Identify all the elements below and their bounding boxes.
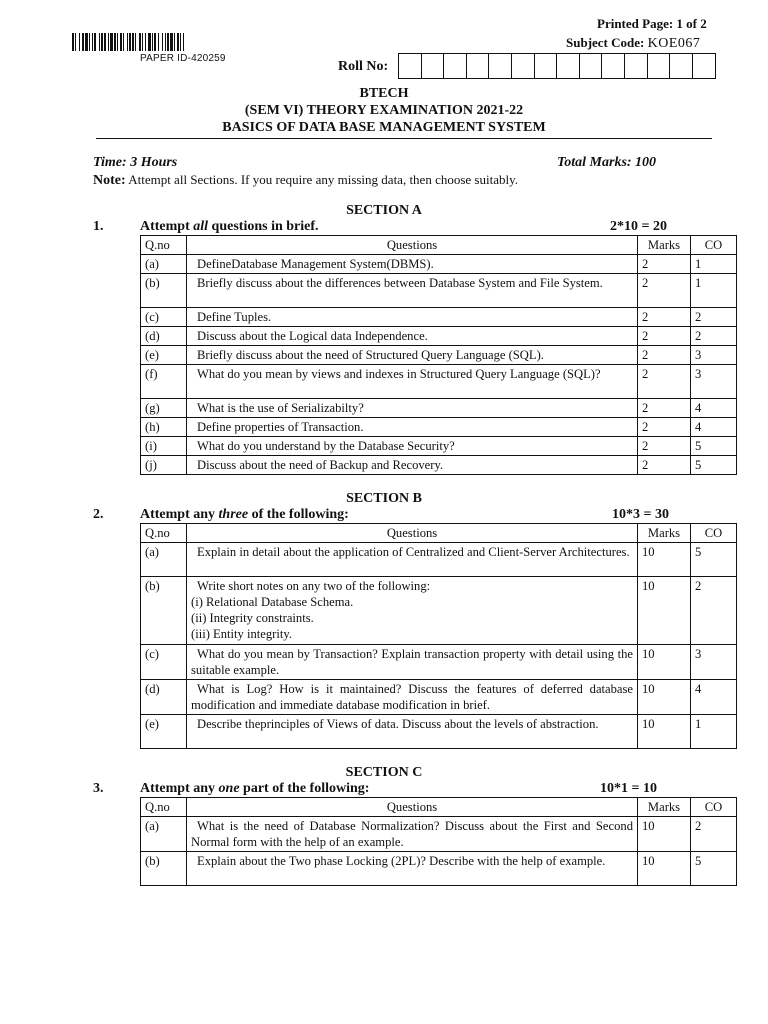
column-header-questions: Questions <box>187 798 638 817</box>
roll-no-box[interactable] <box>444 54 467 78</box>
table-row <box>141 852 737 886</box>
question-main-text: Define Tuples. <box>197 310 272 324</box>
table-row <box>141 645 737 680</box>
roll-no-box[interactable] <box>670 54 693 78</box>
table-row <box>141 327 737 346</box>
total-marks: Total Marks: 100 <box>557 155 657 170</box>
exam-time: Time: 3 Hours <box>93 155 178 170</box>
column-header-marks: Marks <box>638 236 691 255</box>
question-marks: 2 <box>638 365 691 399</box>
question-co: 2 <box>691 577 737 645</box>
roll-no-box[interactable] <box>625 54 648 78</box>
question-text <box>187 543 638 577</box>
question-text <box>187 274 638 308</box>
question-main-text: Define properties of Transaction. <box>197 420 364 434</box>
question-instruction <box>140 219 319 235</box>
question-main-text: Explain in detail about the application of Centralized and Client-Server Architectures. <box>197 545 630 559</box>
question-main-text: What is the need of Database Normalization? Discuss about the First and Second Normal form with the help of an example. <box>191 819 633 849</box>
instruction-emphasis: one <box>218 781 240 796</box>
section-heading: SECTION B <box>346 491 422 506</box>
roll-no-box[interactable] <box>422 54 445 78</box>
table-row <box>141 715 737 749</box>
question-main-text: What is Log? How is it maintained? Discuss the features of deferred database modification and immediate database modification in brief. <box>191 682 633 712</box>
question-main-text: Explain about the Two phase Locking (2PL)? Describe with the help of example. <box>197 854 606 868</box>
column-header-questions: Questions <box>187 236 638 255</box>
note-label: Note: <box>93 173 126 188</box>
section-marks: 2*10 = 20 <box>610 219 667 234</box>
question-marks: 2 <box>638 418 691 437</box>
subject-title: BASICS OF DATA BASE MANAGEMENT SYSTEM <box>222 120 546 135</box>
table-row <box>141 365 737 399</box>
instruction-text: questions in brief. <box>208 219 319 234</box>
question-text <box>187 399 638 418</box>
table-row <box>141 274 737 308</box>
question-text <box>187 715 638 749</box>
question-main-text: What is the use of Serializabilty? <box>197 401 364 415</box>
roll-no-box[interactable] <box>467 54 490 78</box>
question-id: (b) <box>141 274 187 308</box>
question-main-text: Briefly discuss about the need of Structured Query Language (SQL). <box>197 348 544 362</box>
printed-page-value: 1 of 2 <box>676 16 707 31</box>
questions-table <box>140 523 737 749</box>
question-marks: 2 <box>638 327 691 346</box>
question-co: 1 <box>691 715 737 749</box>
paper-id: PAPER ID-420259 <box>140 53 226 64</box>
question-id: (f) <box>141 365 187 399</box>
question-marks: 2 <box>638 456 691 475</box>
exam-note <box>93 172 518 189</box>
question-co: 2 <box>691 817 737 852</box>
roll-no-box[interactable] <box>535 54 558 78</box>
question-sub-item: (iii) Entity integrity. <box>191 627 292 641</box>
question-id: (a) <box>141 255 187 274</box>
question-marks: 10 <box>638 543 691 577</box>
roll-no-box[interactable] <box>489 54 512 78</box>
instruction-text: of the following: <box>248 507 349 522</box>
column-header-qno: Q.no <box>141 236 187 255</box>
question-co: 3 <box>691 645 737 680</box>
question-id: (c) <box>141 645 187 680</box>
question-id: (i) <box>141 437 187 456</box>
note-text: Attempt all Sections. If you require any missing data, then choose suitably. <box>128 172 518 187</box>
question-marks: 10 <box>638 817 691 852</box>
question-main-text: Write short notes on any two of the following: <box>197 579 431 593</box>
question-id: (d) <box>141 327 187 346</box>
question-id: (d) <box>141 680 187 715</box>
subject-code-value: KOE067 <box>647 36 701 51</box>
question-sub-item: (i) Relational Database Schema. <box>191 595 354 609</box>
question-co: 5 <box>691 852 737 886</box>
table-row <box>141 577 737 645</box>
barcode <box>72 33 300 51</box>
table-row <box>141 437 737 456</box>
roll-no-box[interactable] <box>648 54 671 78</box>
roll-no-box[interactable] <box>580 54 603 78</box>
question-co: 2 <box>691 308 737 327</box>
question-id: (h) <box>141 418 187 437</box>
question-co: 5 <box>691 456 737 475</box>
question-text <box>187 577 638 645</box>
question-marks: 2 <box>638 255 691 274</box>
question-main-text: What do you mean by views and indexes in Structured Query Language (SQL)? <box>197 367 601 381</box>
table-row <box>141 346 737 365</box>
question-marks: 2 <box>638 437 691 456</box>
roll-no-label: Roll No: <box>338 59 389 74</box>
instruction-text: Attempt any <box>140 781 219 796</box>
question-text <box>187 308 638 327</box>
question-co: 3 <box>691 365 737 399</box>
table-row <box>141 680 737 715</box>
column-header-questions: Questions <box>187 524 638 543</box>
column-header-marks: Marks <box>638 524 691 543</box>
column-header-co: CO <box>691 236 737 255</box>
header-divider <box>96 138 712 139</box>
roll-no-box[interactable] <box>602 54 625 78</box>
questions-table <box>140 797 737 886</box>
question-number: 3. <box>93 781 104 796</box>
question-text <box>187 852 638 886</box>
question-main-text: What do you understand by the Database Security? <box>197 439 455 453</box>
question-marks: 10 <box>638 680 691 715</box>
column-header-co: CO <box>691 524 737 543</box>
question-id: (e) <box>141 715 187 749</box>
question-text <box>187 680 638 715</box>
instruction-emphasis: all <box>193 219 209 234</box>
question-marks: 2 <box>638 399 691 418</box>
column-header-qno: Q.no <box>141 798 187 817</box>
subject-code <box>566 35 700 52</box>
question-text <box>187 456 638 475</box>
roll-no-box[interactable] <box>693 54 716 78</box>
table-row <box>141 255 737 274</box>
question-id: (b) <box>141 577 187 645</box>
question-text <box>187 365 638 399</box>
question-co: 5 <box>691 437 737 456</box>
subject-code-label: Subject Code: <box>566 35 645 50</box>
question-marks: 2 <box>638 346 691 365</box>
question-co: 1 <box>691 255 737 274</box>
question-id: (a) <box>141 817 187 852</box>
question-marks: 10 <box>638 852 691 886</box>
question-marks: 10 <box>638 645 691 680</box>
roll-no-box[interactable] <box>557 54 580 78</box>
section-marks: 10*3 = 30 <box>612 507 669 522</box>
question-text <box>187 645 638 680</box>
section-heading: SECTION A <box>346 203 422 218</box>
question-marks: 10 <box>638 715 691 749</box>
section-heading: SECTION C <box>345 765 423 780</box>
roll-no-boxes[interactable] <box>398 53 716 79</box>
instruction-emphasis: three <box>218 507 249 522</box>
table-header-row <box>141 524 737 543</box>
question-text <box>187 437 638 456</box>
roll-no-box[interactable] <box>399 54 422 78</box>
question-co: 5 <box>691 543 737 577</box>
question-number: 2. <box>93 507 104 522</box>
question-id: (b) <box>141 852 187 886</box>
table-row <box>141 399 737 418</box>
question-text <box>187 346 638 365</box>
question-sub-item: (ii) Integrity constraints. <box>191 611 314 625</box>
question-id: (j) <box>141 456 187 475</box>
question-instruction <box>140 507 349 523</box>
question-co: 4 <box>691 680 737 715</box>
degree-title: BTECH <box>359 86 409 101</box>
roll-no-box[interactable] <box>512 54 535 78</box>
instruction-text: part of the following: <box>239 781 370 796</box>
column-header-co: CO <box>691 798 737 817</box>
printed-page-label: Printed Page: <box>597 16 674 31</box>
question-co: 3 <box>691 346 737 365</box>
question-text <box>187 418 638 437</box>
question-main-text: Discuss about the Logical data Independence. <box>197 329 428 343</box>
table-row <box>141 456 737 475</box>
question-number: 1. <box>93 219 104 234</box>
question-main-text: DefineDatabase Management System(DBMS). <box>197 257 434 271</box>
printed-page <box>597 16 707 32</box>
exam-title: (SEM VI) THEORY EXAMINATION 2021-22 <box>244 103 524 118</box>
table-row <box>141 308 737 327</box>
column-header-marks: Marks <box>638 798 691 817</box>
question-text <box>187 327 638 346</box>
table-row <box>141 817 737 852</box>
question-main-text: Discuss about the need of Backup and Recovery. <box>197 458 444 472</box>
question-main-text: Describe theprinciples of Views of data. Discuss about the levels of abstraction. <box>197 717 599 731</box>
question-id: (g) <box>141 399 187 418</box>
table-header-row <box>141 236 737 255</box>
question-marks: 2 <box>638 308 691 327</box>
question-co: 4 <box>691 418 737 437</box>
question-marks: 10 <box>638 577 691 645</box>
instruction-text: Attempt <box>140 219 194 234</box>
question-marks: 2 <box>638 274 691 308</box>
question-main-text: Briefly discuss about the differences between Database System and File System. <box>197 276 603 290</box>
table-row <box>141 418 737 437</box>
question-instruction <box>140 781 369 797</box>
question-id: (c) <box>141 308 187 327</box>
question-main-text: What do you mean by Transaction? Explain transaction property with detail using the suitable example. <box>191 647 633 677</box>
question-co: 1 <box>691 274 737 308</box>
table-header-row <box>141 798 737 817</box>
question-text <box>187 817 638 852</box>
question-co: 2 <box>691 327 737 346</box>
table-row <box>141 543 737 577</box>
question-id: (e) <box>141 346 187 365</box>
question-text <box>187 255 638 274</box>
section-marks: 10*1 = 10 <box>600 781 657 796</box>
instruction-text: Attempt any <box>140 507 219 522</box>
questions-table <box>140 235 737 475</box>
column-header-qno: Q.no <box>141 524 187 543</box>
question-co: 4 <box>691 399 737 418</box>
question-id: (a) <box>141 543 187 577</box>
